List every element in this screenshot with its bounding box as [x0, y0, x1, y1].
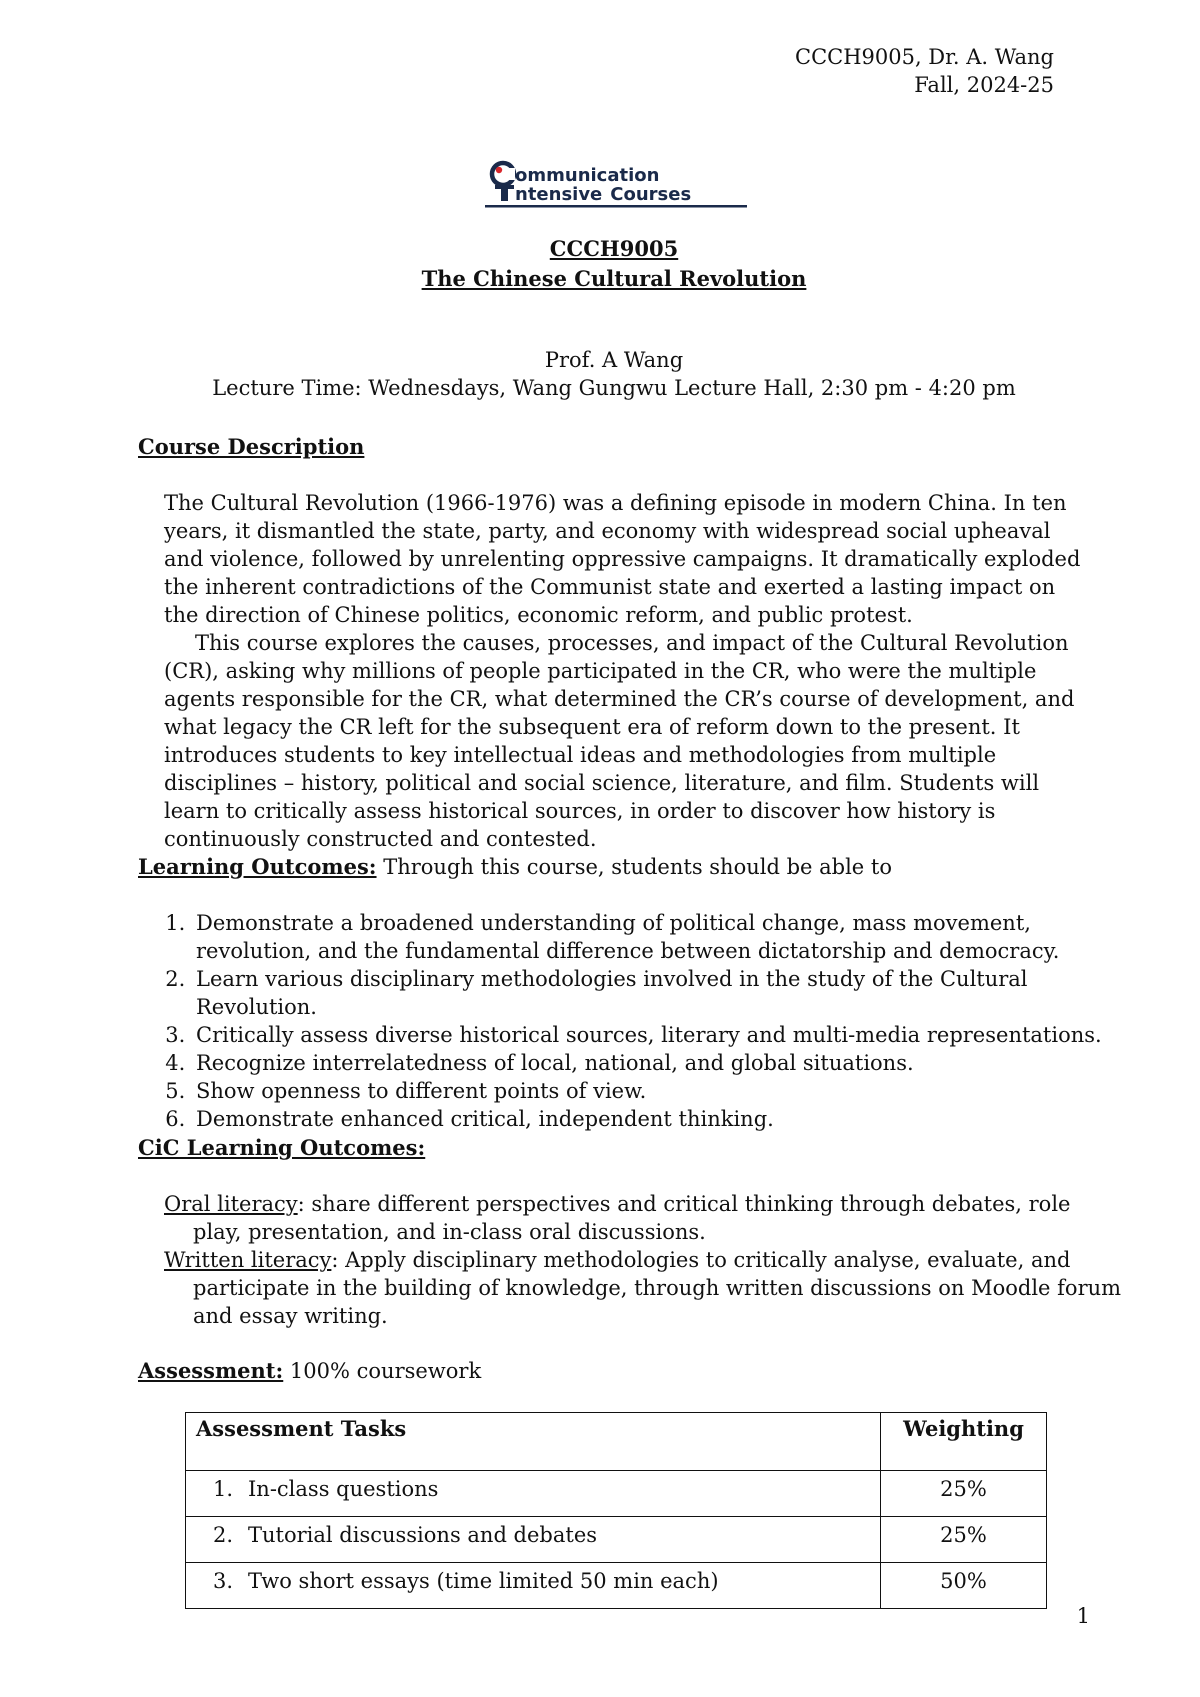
- logo-line1: ommunication: [515, 165, 660, 186]
- course-description-paragraph-1: The Cultural Revolution (1966-1976) was a defining episode in modern China. In ten years, it dismantled the state, party, and economy with widespread social upheaval and violence, followed by unrelenting oppressive campaigns. It dramatically exploded the inherent contradictions of the Communist state and exerted a lasting impact on the direction of Chinese politics, economic reform, and public protest.: [164, 491, 1081, 627]
- learning-outcomes-intro: Through this course, students should be able to: [376, 855, 892, 879]
- task-weight: 25%: [881, 1471, 1047, 1517]
- oral-literacy-label: Oral literacy: [164, 1192, 298, 1216]
- task-name: Tutorial discussions and debates: [248, 1523, 598, 1547]
- written-literacy-text: : Apply disciplinary methodologies to critically analyse, evaluate, and participate in the building of knowledge, through written discussions on Moodle forum and essay writing.: [193, 1248, 1122, 1328]
- table-header-row: [186, 1413, 1047, 1471]
- list-item: 6. Demonstrate enhanced critical, independent thinking.: [192, 1105, 1122, 1133]
- learning-outcomes-heading: Learning Outcomes:: [138, 854, 377, 879]
- task-name: In-class questions: [248, 1477, 439, 1501]
- course-code: CCCH9005: [549, 236, 679, 261]
- instructor-block: [0, 346, 1200, 402]
- cic-logo: [485, 158, 747, 208]
- learning-outcomes-list: [164, 909, 1122, 1133]
- assessment-heading: Assessment:: [138, 1358, 284, 1383]
- col-header-task: Assessment Tasks: [186, 1413, 881, 1471]
- task-number: 1.: [213, 1477, 234, 1501]
- cic-outcomes-heading: CiC Learning Outcomes:: [138, 1135, 426, 1160]
- page-number: 1: [1076, 1604, 1090, 1628]
- assessment-summary: 100% coursework: [283, 1359, 482, 1383]
- oral-literacy-item: [164, 1190, 1123, 1246]
- course-name: The Chinese Cultural Revolution: [421, 266, 807, 291]
- learning-outcomes-line: [138, 853, 892, 881]
- table-row: [186, 1563, 1047, 1609]
- table-row: [186, 1517, 1047, 1563]
- assessment-line: [138, 1357, 481, 1385]
- instructor-name: Prof. A Wang: [544, 348, 684, 372]
- course-instructor-line: CCCH9005, Dr. A. Wang: [795, 45, 1054, 69]
- list-item: 4. Recognize interrelatedness of local, national, and global situations.: [192, 1049, 1122, 1077]
- page-header: [795, 43, 1054, 99]
- list-item: 3. Critically assess diverse historical sources, literary and multi-media representations.: [192, 1021, 1122, 1049]
- col-header-weighting: Weighting: [881, 1413, 1047, 1471]
- table-row: [186, 1471, 1047, 1517]
- written-literacy-label: Written literacy: [164, 1248, 332, 1272]
- term-line: Fall, 2024-25: [914, 73, 1054, 97]
- written-literacy-item: [164, 1246, 1123, 1330]
- course-description-paragraph-2: This course explores the causes, processes, and impact of the Cultural Revolution (CR), asking why millions of people participated in the CR, who were the multiple agents responsible for the CR, what determined the CR’s course of development, and what legacy the CR left for the subsequent era of reform down to the present. It introduces students to key intellectual ideas and methodologies from multiple disciplines – history, political and social science, literature, and film. Students will learn to critically assess historical sources, in order to discover how history is continuously constructed and contested.: [164, 631, 1075, 851]
- task-number: 3.: [213, 1569, 234, 1593]
- task-name: Two short essays (time limited 50 min each): [248, 1569, 719, 1593]
- course-title-block: [0, 234, 1200, 294]
- list-item: 2. Learn various disciplinary methodologies involved in the study of the Cultural Revolution.: [192, 965, 1122, 1021]
- assessment-table: [185, 1412, 1047, 1609]
- course-description-heading: Course Description: [138, 434, 365, 459]
- lecture-time: Lecture Time: Wednesdays, Wang Gungwu Lecture Hall, 2:30 pm - 4:20 pm: [212, 376, 1016, 400]
- list-item: 1. Demonstrate a broadened understanding of political change, mass movement, revolution, and the fundamental difference between dictatorship and democracy.: [192, 909, 1122, 965]
- logo-line2: ntensive Courses: [515, 184, 692, 205]
- task-number: 2.: [213, 1523, 234, 1547]
- task-weight: 50%: [881, 1563, 1047, 1609]
- oral-literacy-text: : share different perspectives and critical thinking through debates, role play, presentation, and in-class oral discussions.: [193, 1192, 1071, 1244]
- list-item: 5. Show openness to different points of view.: [192, 1077, 1122, 1105]
- task-weight: 25%: [881, 1517, 1047, 1563]
